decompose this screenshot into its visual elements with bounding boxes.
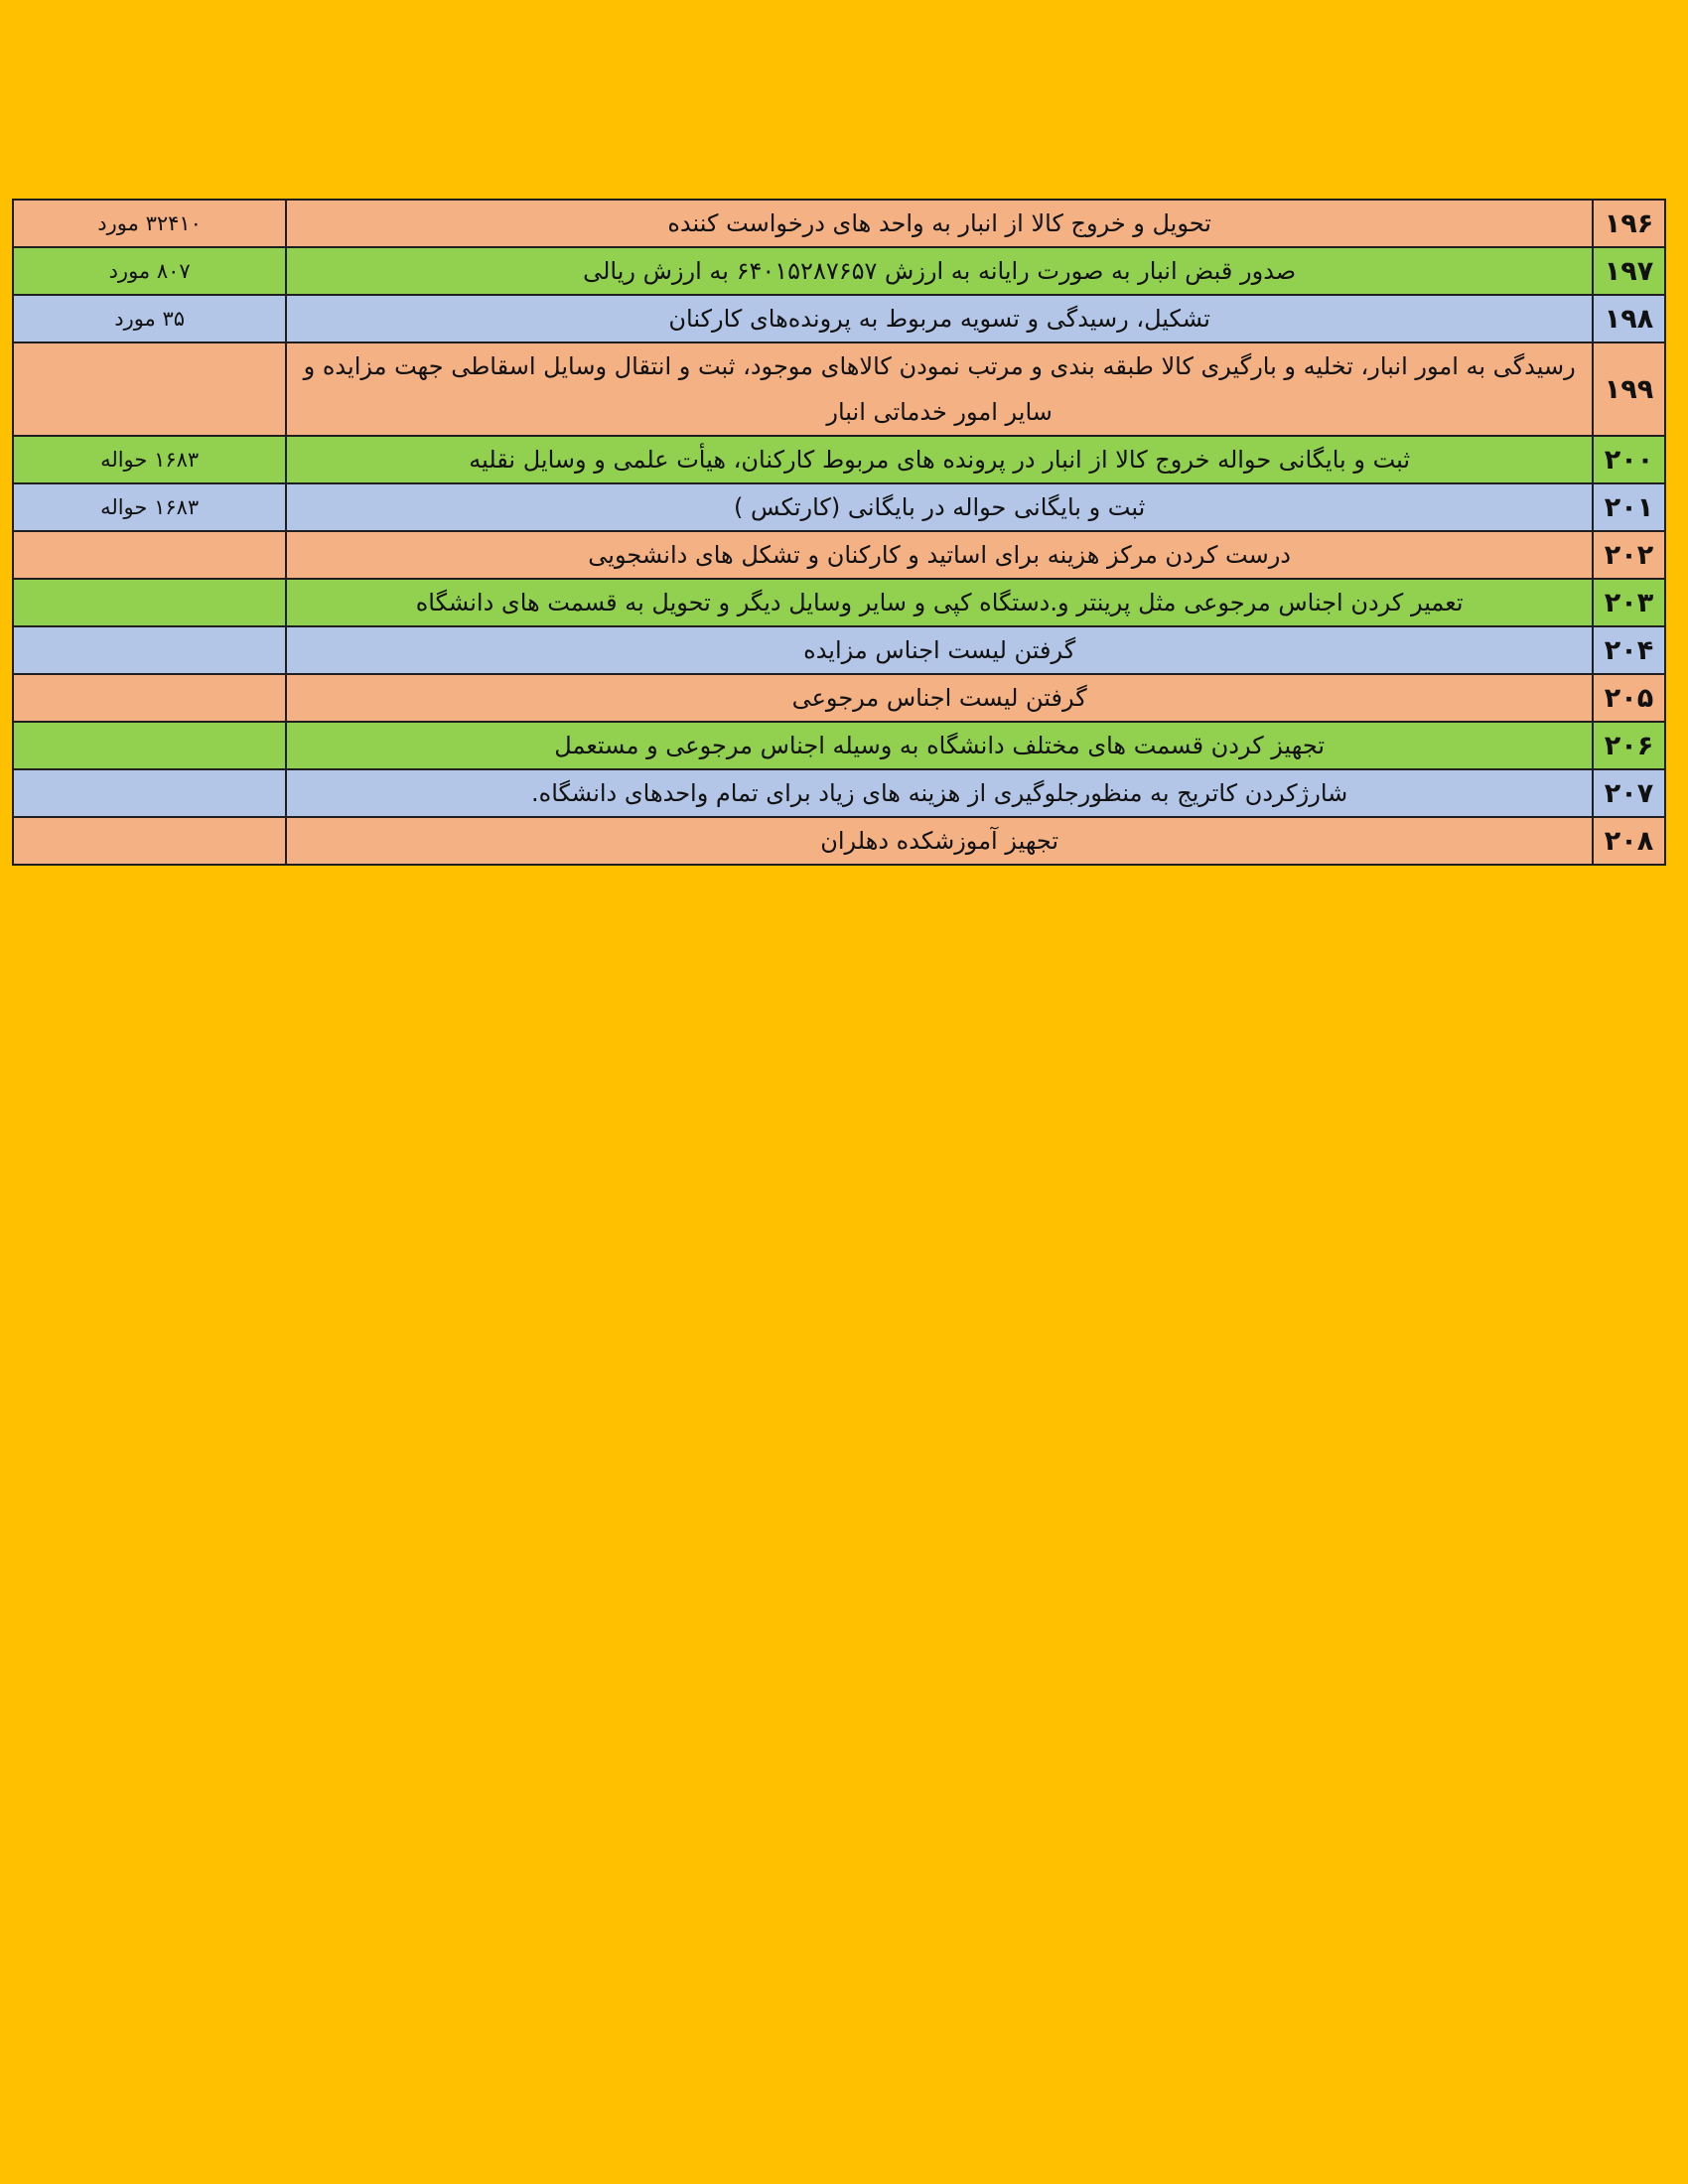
row-number: ۲۰۳ <box>1593 579 1665 626</box>
row-count <box>13 817 286 865</box>
row-count <box>13 626 286 674</box>
row-description: تجهیز آموزشکده دهلران <box>286 817 1593 865</box>
row-description: شارژکردن کاتریج به منظورجلوگیری از هزینه های زیاد برای تمام واحدهای دانشگاه. <box>286 769 1593 817</box>
row-number: ۲۰۵ <box>1593 674 1665 722</box>
row-count: ۱۶۸۳ حواله <box>13 436 286 483</box>
row-description: تشکیل، رسیدگی و تسویه مربوط به پرونده‌های کارکنان <box>286 295 1593 342</box>
row-number: ۲۰۲ <box>1593 531 1665 579</box>
row-number: ۱۹۸ <box>1593 295 1665 342</box>
row-description: رسیدگی به امور انبار، تخلیه و بارگیری کالا طبقه بندی و مرتب نمودن کالاهای موجود، ثبت و انتقال وسایل اسقاطی جهت مزایده و سایر امور خدماتی انبار <box>286 342 1593 436</box>
row-count <box>13 722 286 769</box>
row-number: ۲۰۱ <box>1593 483 1665 531</box>
table-body <box>13 200 1665 865</box>
row-number: ۱۹۹ <box>1593 342 1665 436</box>
row-description: درست کردن مرکز هزینه برای اساتید و کارکنان و تشکل های دانشجویی <box>286 531 1593 579</box>
activity-table <box>12 199 1666 866</box>
table-row <box>13 531 1665 579</box>
row-count <box>13 342 286 436</box>
row-count: ۳۵ مورد <box>13 295 286 342</box>
row-number: ۲۰۷ <box>1593 769 1665 817</box>
row-number: ۱۹۷ <box>1593 247 1665 295</box>
row-description: صدور قبض انبار به صورت رایانه به ارزش ۶۴۰۱۵۲۸۷۶۵۷ به ارزش ریالی <box>286 247 1593 295</box>
row-count: ۸۰۷ مورد <box>13 247 286 295</box>
table-row <box>13 626 1665 674</box>
table-row <box>13 247 1665 295</box>
table-row <box>13 579 1665 626</box>
table-row <box>13 769 1665 817</box>
table-row <box>13 342 1665 436</box>
row-count <box>13 674 286 722</box>
row-description: ثبت و بایگانی حواله در بایگانی (کارتکس ) <box>286 483 1593 531</box>
row-number: ۲۰۰ <box>1593 436 1665 483</box>
row-description: تعمیر کردن اجناس مرجوعی مثل پرینتر و.دستگاه کپی و سایر وسایل دیگر و تحویل به قسمت های دانشگاه <box>286 579 1593 626</box>
row-description: تحویل و خروج کالا از انبار به واحد های درخواست کننده <box>286 200 1593 247</box>
row-description: گرفتن لیست اجناس مرجوعی <box>286 674 1593 722</box>
row-number: ۲۰۶ <box>1593 722 1665 769</box>
row-count: ۳۲۴۱۰ مورد <box>13 200 286 247</box>
row-count <box>13 579 286 626</box>
table-row <box>13 295 1665 342</box>
row-description: تجهیز کردن قسمت های مختلف دانشگاه به وسیله اجناس مرجوعی و مستعمل <box>286 722 1593 769</box>
table-row <box>13 436 1665 483</box>
table-row <box>13 200 1665 247</box>
row-description: ثبت و بایگانی حواله خروج کالا از انبار در پرونده های مربوط کارکنان، هیأت علمی و وسایل نقلیه <box>286 436 1593 483</box>
row-count <box>13 769 286 817</box>
row-count <box>13 531 286 579</box>
row-number: ۲۰۸ <box>1593 817 1665 865</box>
table-row <box>13 674 1665 722</box>
row-number: ۲۰۴ <box>1593 626 1665 674</box>
table-row <box>13 483 1665 531</box>
table-row <box>13 817 1665 865</box>
row-description: گرفتن لیست اجناس مزایده <box>286 626 1593 674</box>
table-row <box>13 722 1665 769</box>
row-number: ۱۹۶ <box>1593 200 1665 247</box>
row-count: ۱۶۸۳ حواله <box>13 483 286 531</box>
